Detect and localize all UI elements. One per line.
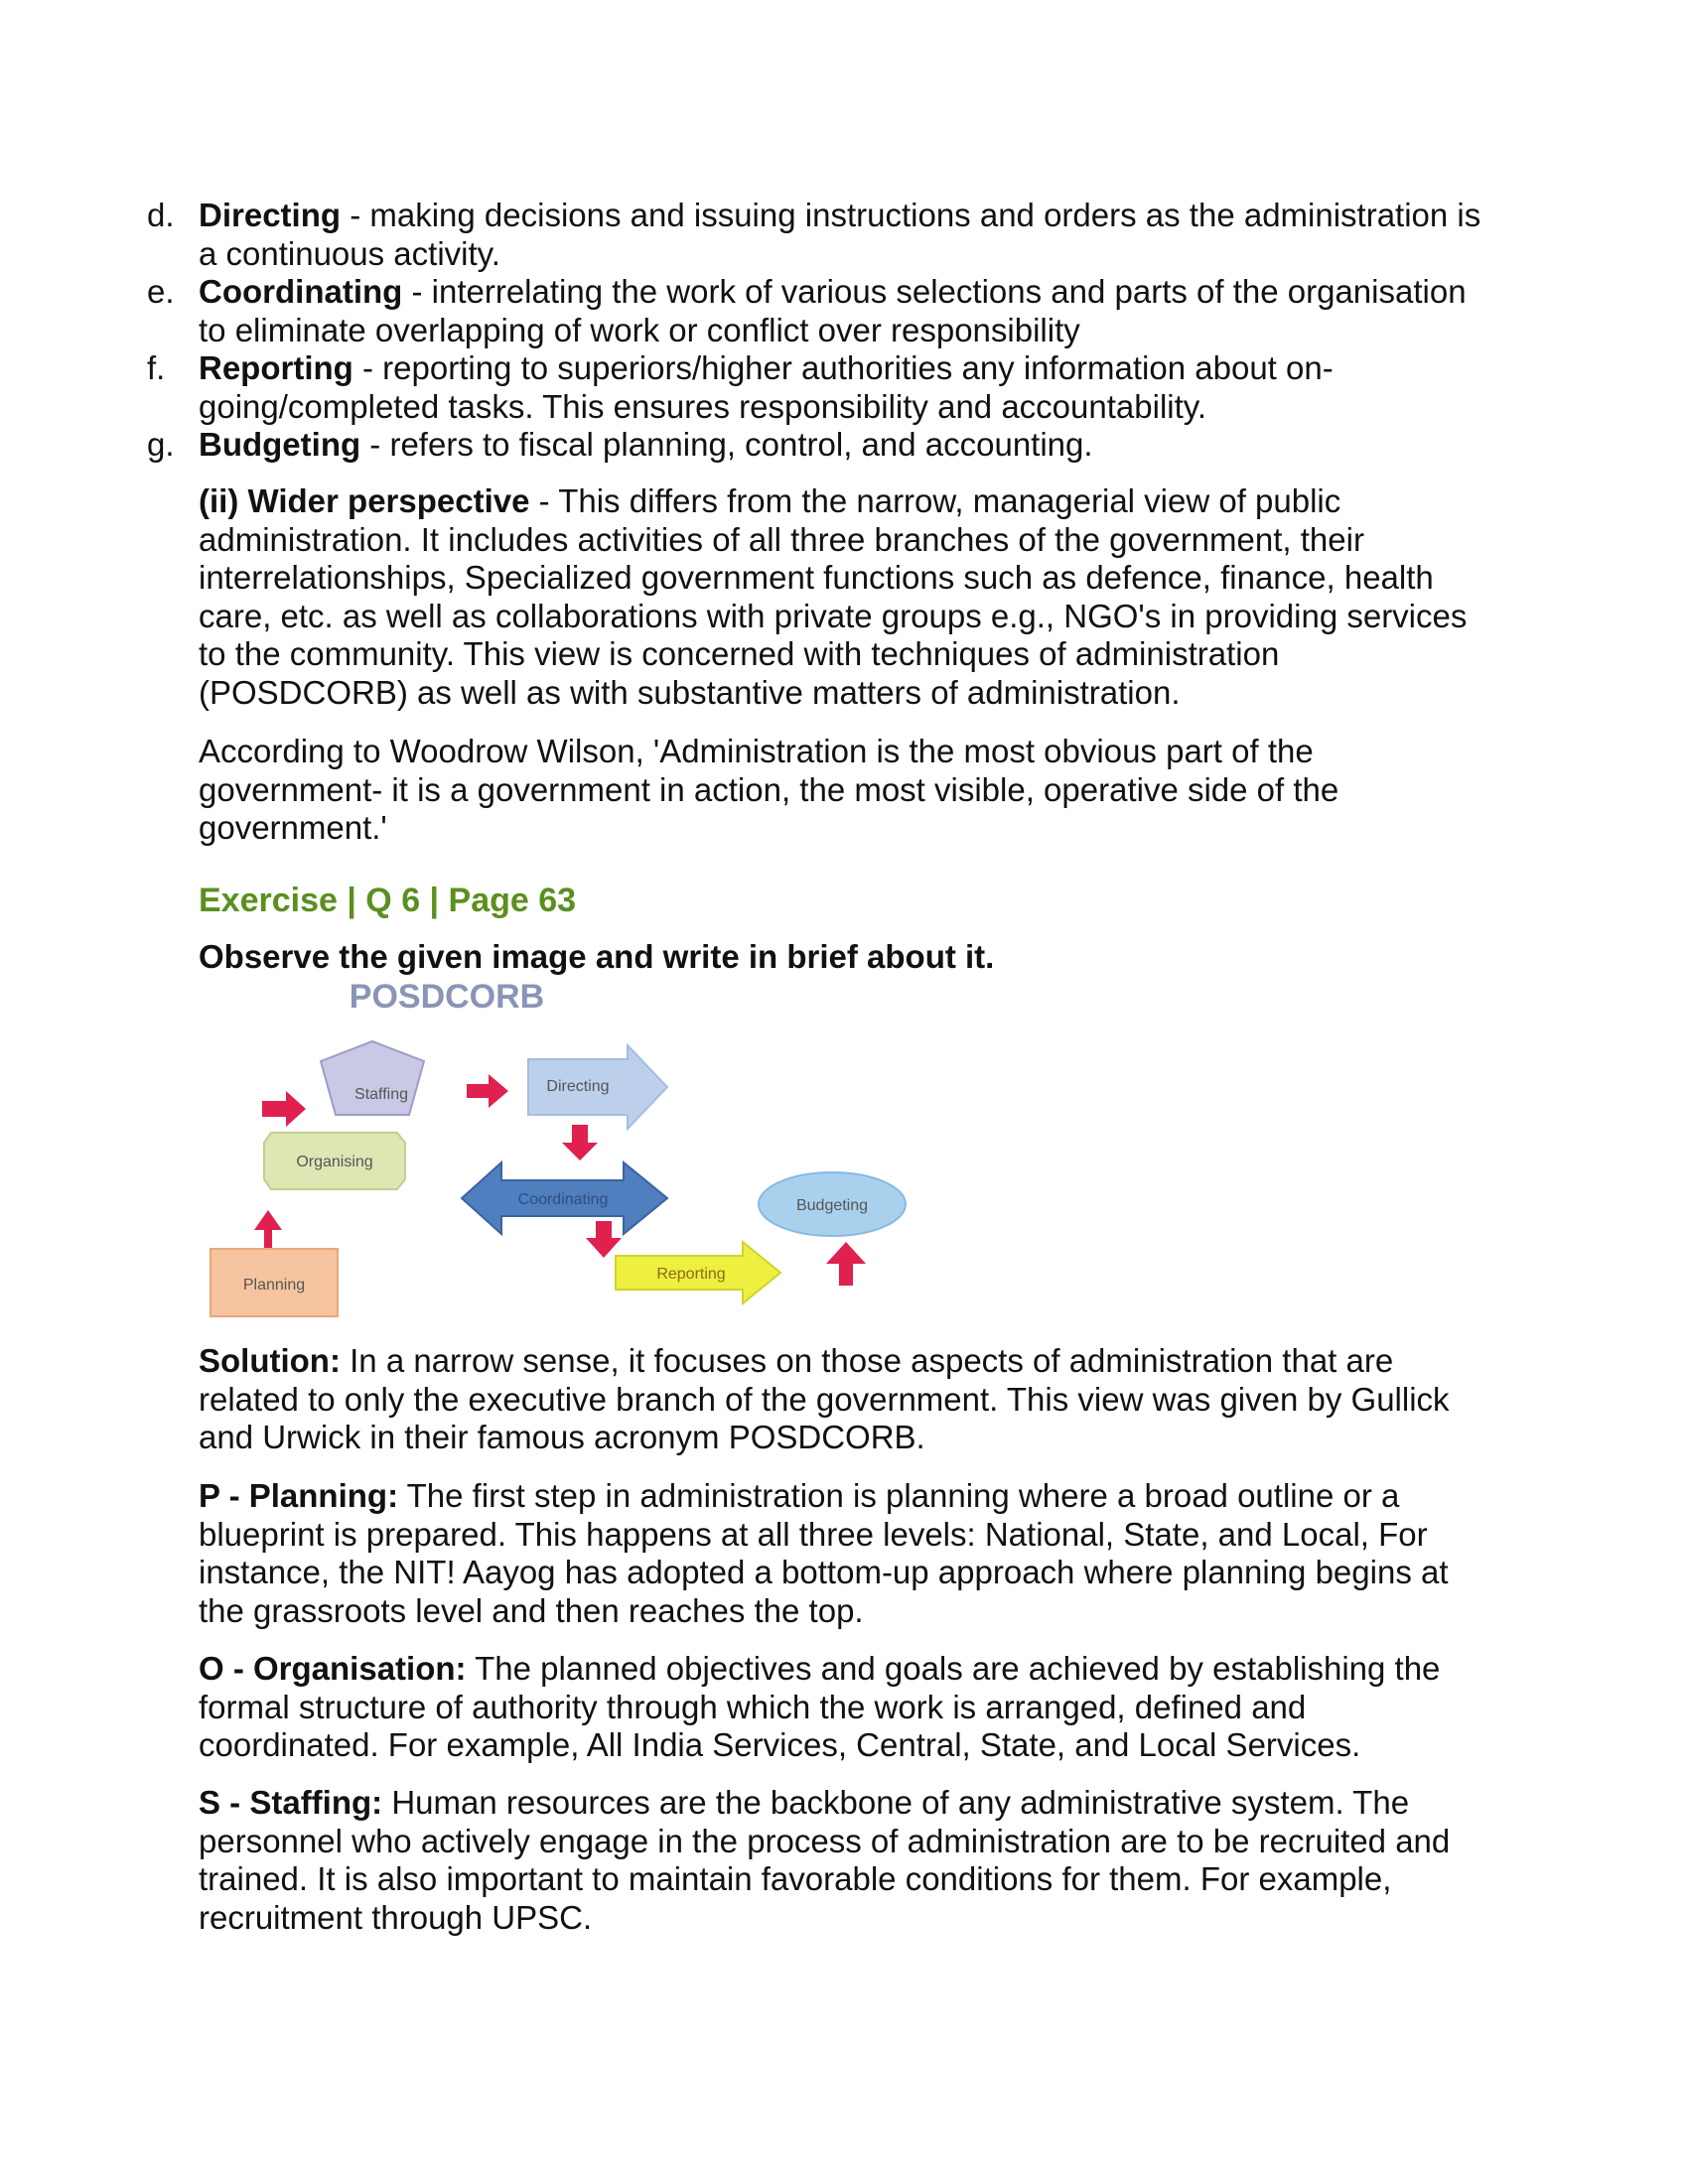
directing-label: Directing <box>546 1078 610 1095</box>
list-marker: e. <box>147 273 175 310</box>
diagram-arrow-up-to-organising <box>254 1210 282 1249</box>
function-list <box>147 197 1497 465</box>
paragraph-term: O - Organisation: <box>199 1650 467 1687</box>
list-item <box>147 349 1497 426</box>
posdcorb-diagram-svg <box>199 978 953 1325</box>
diagram-arrow-up-to-budgeting <box>826 1242 866 1286</box>
list-marker: d. <box>147 197 175 233</box>
staffing-label: Staffing <box>354 1086 408 1103</box>
organisation-paragraph <box>199 1650 1489 1765</box>
coordinating-shape <box>462 1162 667 1234</box>
list-item <box>147 273 1497 349</box>
planning-shape <box>211 1249 338 1316</box>
paragraph-term: P - Planning: <box>199 1477 399 1514</box>
list-term: Reporting <box>199 349 353 386</box>
wilson-quote-paragraph: According to Woodrow Wilson, 'Administration is the most obvious part of the government- it is a government in action, the most visible, operative side of the government.' <box>199 733 1339 846</box>
reporting-shape <box>616 1242 780 1303</box>
list-marker: f. <box>147 349 166 386</box>
budgeting-shape <box>759 1172 906 1236</box>
question-text: Observe the given image and write in brief about it. <box>199 938 995 975</box>
list-item <box>147 197 1497 273</box>
paragraph-text: The planned objectives and goals are achieved by establishing the formal structure of authority through which the work is arranged, defined and coordinated. For example, All India Services, Central, State, and Local Services. <box>199 1650 1441 1763</box>
list-term: Coordinating <box>199 273 403 310</box>
budgeting-label: Budgeting <box>795 1197 869 1214</box>
reporting-label: Reporting <box>656 1266 726 1283</box>
organising-shape <box>264 1133 405 1189</box>
list-item <box>147 426 1497 465</box>
staffing-shape <box>321 1041 424 1115</box>
list-text: - refers to fiscal planning, control, and accounting. <box>360 426 1093 463</box>
diagram-title: POSDCORB <box>349 978 545 1016</box>
planning-paragraph <box>199 1477 1489 1630</box>
directing-shape <box>528 1045 667 1129</box>
organising-label: Organising <box>296 1154 373 1170</box>
coordinating-label: Coordinating <box>517 1191 609 1208</box>
wider-perspective-paragraph <box>199 482 1489 712</box>
list-text: - interrelating the work of various selections and parts of the organisation to eliminate overlapping of work or conflict over responsibility <box>199 273 1467 348</box>
exercise-heading: Exercise | Q 6 | Page 63 <box>199 882 577 919</box>
list-text: - reporting to superiors/higher authorities any information about on-going/completed tasks. This ensures responsibility and accountability. <box>199 349 1334 425</box>
paragraph-term: Solution: <box>199 1342 341 1379</box>
diagram-arrow-to-staffing <box>262 1091 306 1127</box>
planning-label: Planning <box>242 1277 306 1294</box>
paragraph-text: The first step in administration is planning where a broad outline or a blueprint is prepared. This happens at all three levels: National, State, and Local, For instance, the NIT! Aayog has adopted a bottom-up approach where planning begins at the grassroots level and then reaches the top. <box>199 1477 1449 1629</box>
paragraph-text: - This differs from the narrow, managerial view of public administration. It includes activities of all three branches of the government, their interrelationships, Specialized government functions such as defence, finance, health care, etc. as well as collaborations with private groups e.g., NGO's in providing services to the community. This view is concerned with techniques of administration (POSDCORB) as well as with substantive matters of administration. <box>199 482 1468 711</box>
paragraph-text: In a narrow sense, it focuses on those aspects of administration that are related to only the executive branch of the government. This view was given by Gullick and Urwick in their famous acronym POSDCORB. <box>199 1342 1450 1455</box>
posdcorb-diagram <box>199 978 953 1325</box>
diagram-arrow-to-directing <box>467 1074 508 1108</box>
diagram-arrow-down-to-coordinating <box>562 1125 598 1160</box>
list-term: Directing <box>199 197 342 233</box>
paragraph-term: (ii) Wider perspective <box>199 482 530 519</box>
paragraph-term: S - Staffing: <box>199 1784 383 1821</box>
diagram-arrow-down-to-reporting <box>586 1221 622 1258</box>
list-term: Budgeting <box>199 426 361 463</box>
solution-paragraph <box>199 1342 1489 1457</box>
staffing-paragraph <box>199 1784 1489 1937</box>
list-marker: g. <box>147 426 175 463</box>
list-text: - making decisions and issuing instructions and orders as the administration is a continuous activity. <box>199 197 1481 272</box>
paragraph-text: Human resources are the backbone of any administrative system. The personnel who actively engage in the process of administration are to be recruited and trained. It is also important to maintain favorable conditions for them. For example, recruitment through UPSC. <box>199 1784 1451 1936</box>
